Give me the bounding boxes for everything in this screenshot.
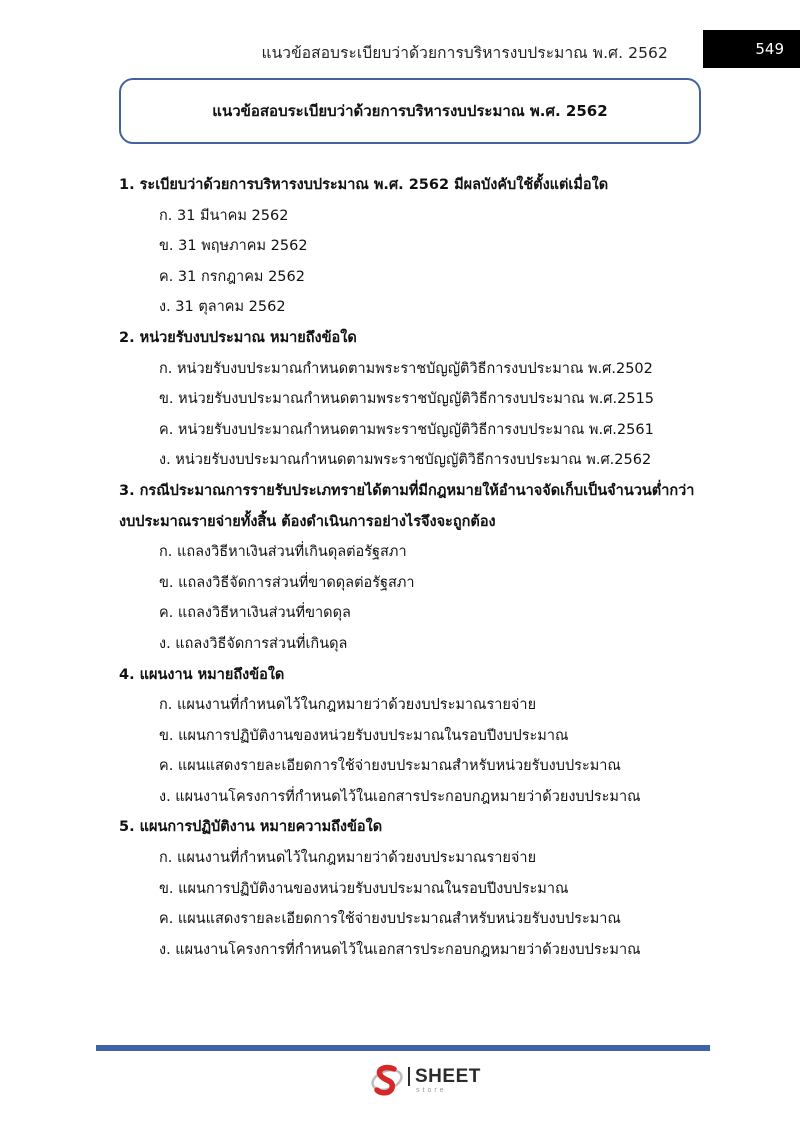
footer-divider (96, 1045, 710, 1051)
answer-option: ข. แผนการปฏิบัติงานของหน่วยรับงบประมาณในรอบปีงบประมาณ (159, 880, 569, 897)
answer-option: ง. แผนงานโครงการที่กำหนดไว้ในเอกสารประกอบกฎหมายว่าด้วยงบประมาณ (159, 788, 641, 805)
answer-option: ก. หน่วยรับงบประมาณกำหนดตามพระราชบัญญัติวิธีการงบประมาณ พ.ศ.2502 (159, 360, 653, 377)
answer-option: ง. แถลงวิธีจัดการส่วนที่เกินดุล (159, 635, 348, 652)
title-box (119, 78, 701, 144)
answer-option: ค. แผนแสดงรายละเอียดการใช้จ่ายงบประมาณสำหรับหน่วยรับงบประมาณ (159, 911, 621, 928)
question-text: 3. กรณีประมาณการรายรับประเภทรายได้ตามที่มีกฎหมายให้อำนาจจัดเก็บเป็นจำนวนต่ำกว่า (119, 482, 695, 499)
answer-option: ก. แผนงานที่กำหนดไว้ในกฎหมายว่าด้วยงบประมาณรายจ่าย (159, 850, 537, 867)
question-block (119, 323, 719, 476)
question-text-continued: งบประมาณรายจ่ายทั้งสิ้น ต้องดำเนินการอย่างไรจึงจะถูกต้อง (119, 513, 496, 530)
answer-option: ง. แผนงานโครงการที่กำหนดไว้ในเอกสารประกอบกฎหมายว่าด้วยงบประมาณ (159, 941, 641, 958)
sheet-store-logo (370, 1062, 481, 1098)
answer-option: ก. แถลงวิธีหาเงินส่วนที่เกินดุลต่อรัฐสภา (159, 544, 407, 561)
answer-option: ข. แผนการปฏิบัติงานของหน่วยรับงบประมาณในรอบปีงบประมาณ (159, 727, 569, 744)
running-header-title: แนวข้อสอบระเบียบว่าด้วยการบริหารงบประมาณ พ.ศ. 2562 (261, 44, 668, 62)
answer-option: ก. แผนงานที่กำหนดไว้ในกฎหมายว่าด้วยงบประมาณรายจ่าย (159, 697, 537, 714)
answer-option: ค. แถลงวิธีหาเงินส่วนที่ขาดดุล (159, 605, 351, 622)
question-block (119, 812, 719, 965)
question-text: 1. ระเบียบว่าด้วยการบริหารงบประมาณ พ.ศ. 2562 มีผลบังคับใช้ตั้งแต่เมื่อใด (119, 177, 609, 193)
question-list (119, 170, 719, 965)
answer-option: ก. 31 มีนาคม 2562 (159, 207, 289, 224)
question-block (119, 170, 719, 323)
answer-option: ข. 31 พฤษภาคม 2562 (159, 238, 308, 255)
question-text: 5. แผนการปฏิบัติงาน หมายความถึงข้อใด (119, 819, 383, 836)
title-box-text: แนวข้อสอบระเบียบว่าด้วยการบริหารงบประมาณ พ.ศ. 2562 (212, 102, 608, 120)
answer-option: ง. 31 ตุลาคม 2562 (159, 299, 286, 316)
sheet-store-s-logo-icon (370, 1062, 404, 1098)
question-text: 4. แผนงาน หมายถึงข้อใด (119, 666, 285, 683)
answer-option: ค. หน่วยรับงบประมาณกำหนดตามพระราชบัญญัติวิธีการงบประมาณ พ.ศ.2561 (159, 421, 654, 438)
answer-option: ง. หน่วยรับงบประมาณกำหนดตามพระราชบัญญัติวิธีการงบประมาณ พ.ศ.2562 (159, 452, 652, 469)
answer-option: ค. 31 กรกฎาคม 2562 (159, 268, 305, 285)
logo-sub-text: store (416, 1086, 447, 1094)
question-block (119, 476, 719, 660)
logo-main-text: SHEET (408, 1067, 481, 1086)
page-number: 549 (703, 30, 800, 68)
answer-option: ข. แถลงวิธีจัดการส่วนที่ขาดดุลต่อรัฐสภา (159, 574, 415, 591)
question-text: 2. หน่วยรับงบประมาณ หมายถึงข้อใด (119, 329, 357, 346)
answer-option: ข. หน่วยรับงบประมาณกำหนดตามพระราชบัญญัติวิธีการงบประมาณ พ.ศ.2515 (159, 391, 655, 408)
question-block (119, 660, 719, 813)
answer-option: ค. แผนแสดงรายละเอียดการใช้จ่ายงบประมาณสำหรับหน่วยรับงบประมาณ (159, 758, 621, 775)
